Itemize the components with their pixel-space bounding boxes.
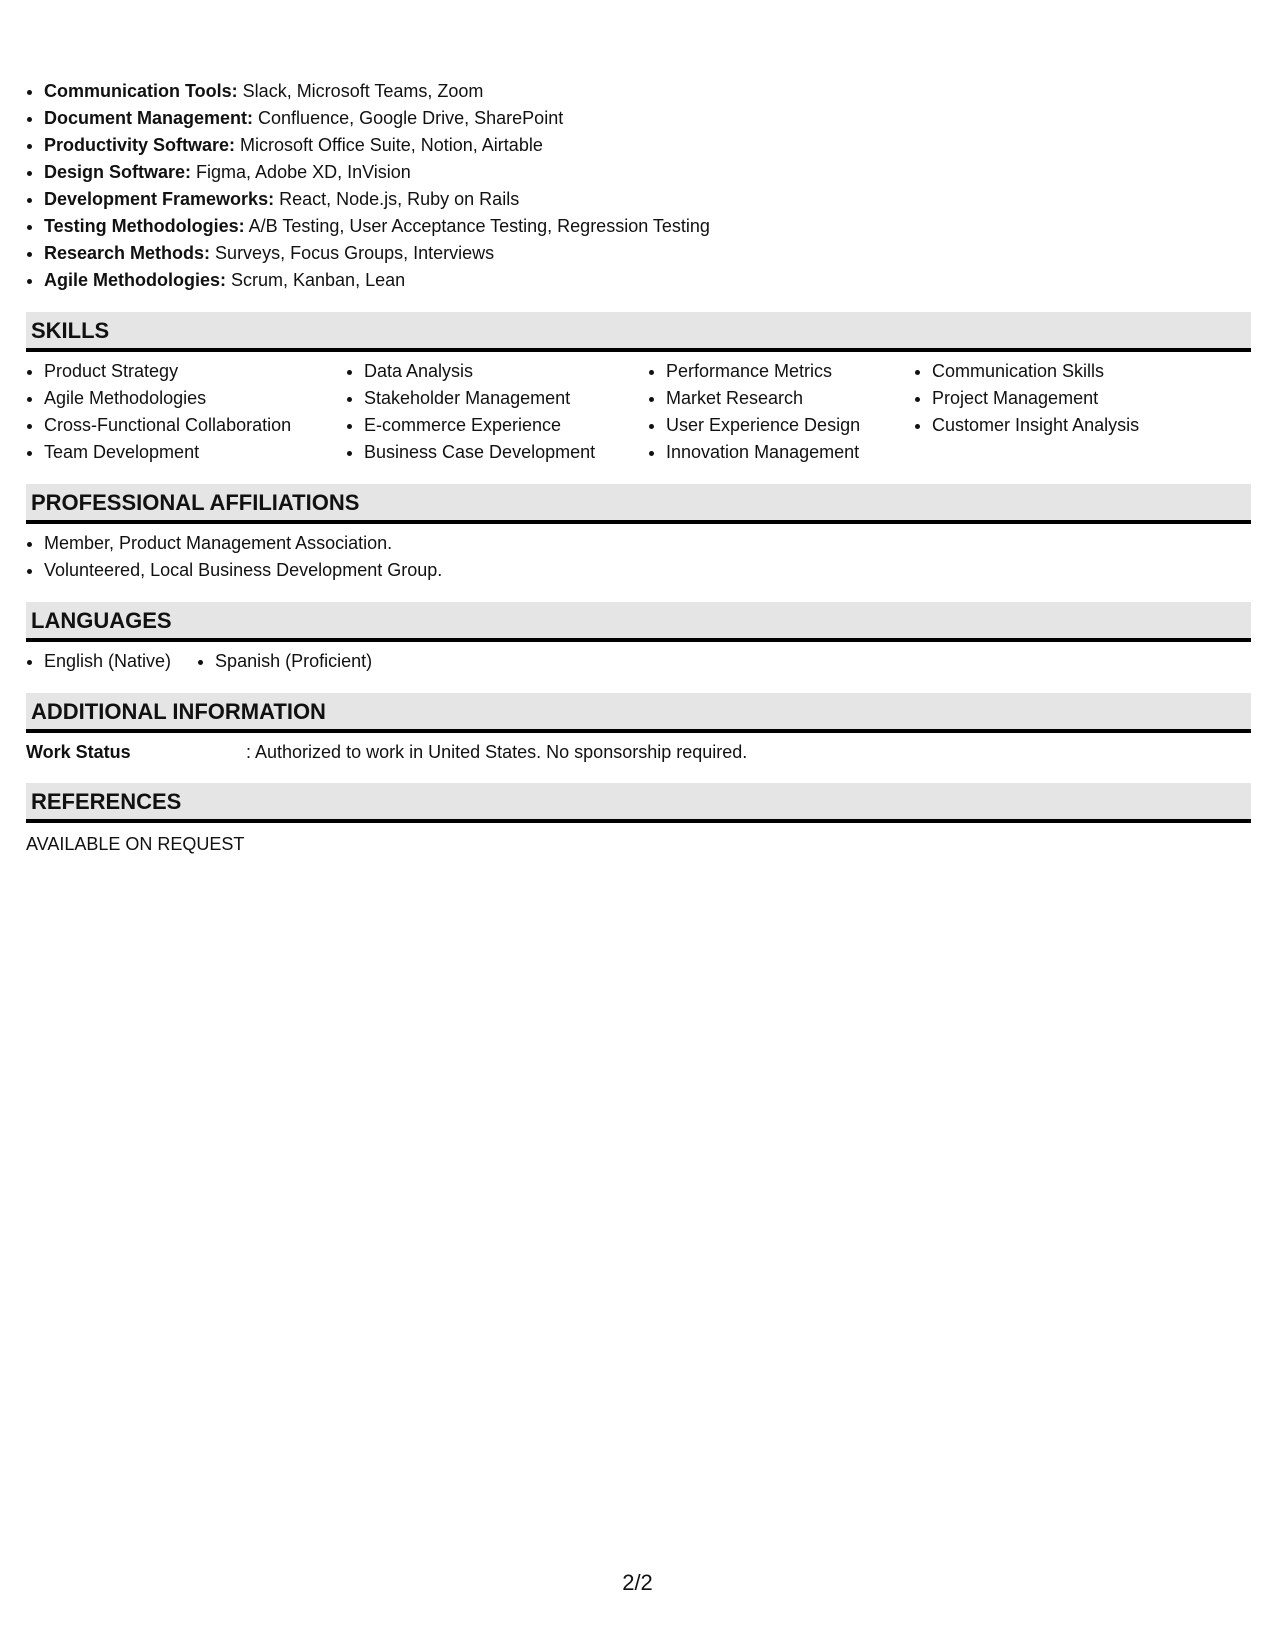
languages-list — [26, 648, 1251, 675]
list-item: • Testing Methodologies: A/B Testing, User Acceptance Testing, Regression Testing — [44, 213, 1251, 240]
languages-header: LANGUAGES — [26, 602, 1251, 642]
list-item: • Innovation Management — [666, 439, 914, 466]
skills-column — [26, 358, 346, 466]
skills-column — [346, 358, 648, 466]
references-header: REFERENCES — [26, 783, 1251, 823]
list-item: • Document Management: Confluence, Google Drive, SharePoint — [44, 105, 1251, 132]
work-status-value: : Authorized to work in United States. No sponsorship required. — [246, 742, 748, 762]
skills-column — [648, 358, 914, 466]
affiliations-header: PROFESSIONAL AFFILIATIONS — [26, 484, 1251, 524]
skills-column — [914, 358, 1232, 466]
skills-header: SKILLS — [26, 312, 1251, 352]
list-item: • Productivity Software: Microsoft Office Suite, Notion, Airtable — [44, 132, 1251, 159]
list-item: • Performance Metrics — [666, 358, 914, 385]
list-item: • Cross-Functional Collaboration — [44, 412, 346, 439]
list-item: • Customer Insight Analysis — [932, 412, 1232, 439]
list-item: • User Experience Design — [666, 412, 914, 439]
list-item: • Stakeholder Management — [364, 385, 648, 412]
page-number: 2/2 — [622, 1570, 653, 1595]
list-item: • E-commerce Experience — [364, 412, 648, 439]
list-item: • Design Software: Figma, Adobe XD, InVision — [44, 159, 1251, 186]
work-status-row — [26, 739, 1251, 765]
list-item: • Volunteered, Local Business Development Group. — [44, 557, 1251, 584]
list-item: • Data Analysis — [364, 358, 648, 385]
list-item: • Communication Tools: Slack, Microsoft Teams, Zoom — [44, 78, 1251, 105]
list-item: • Team Development — [44, 439, 346, 466]
skills-grid — [26, 358, 1251, 466]
list-item: • Agile Methodologies — [44, 385, 346, 412]
list-item: • English (Native) — [44, 648, 171, 675]
list-item: • Agile Methodologies: Scrum, Kanban, Lean — [44, 267, 1251, 294]
references-text: AVAILABLE ON REQUEST — [26, 834, 245, 854]
list-item: • Research Methods: Surveys, Focus Groups, Interviews — [44, 240, 1251, 267]
list-item: • Development Frameworks: React, Node.js, Ruby on Rails — [44, 186, 1251, 213]
resume-page — [26, 78, 1251, 857]
affiliations-list — [26, 530, 1251, 584]
additional-info-header: ADDITIONAL INFORMATION — [26, 693, 1251, 733]
work-status-label: Work Status — [26, 742, 131, 762]
list-item: • Spanish (Proficient) — [215, 648, 372, 675]
list-item: • Business Case Development — [364, 439, 648, 466]
tools-list — [26, 78, 1251, 294]
list-item: • Product Strategy — [44, 358, 346, 385]
list-item: • Member, Product Management Association. — [44, 530, 1251, 557]
list-item: • Market Research — [666, 385, 914, 412]
list-item: • Communication Skills — [932, 358, 1232, 385]
list-item: • Project Management — [932, 385, 1232, 412]
